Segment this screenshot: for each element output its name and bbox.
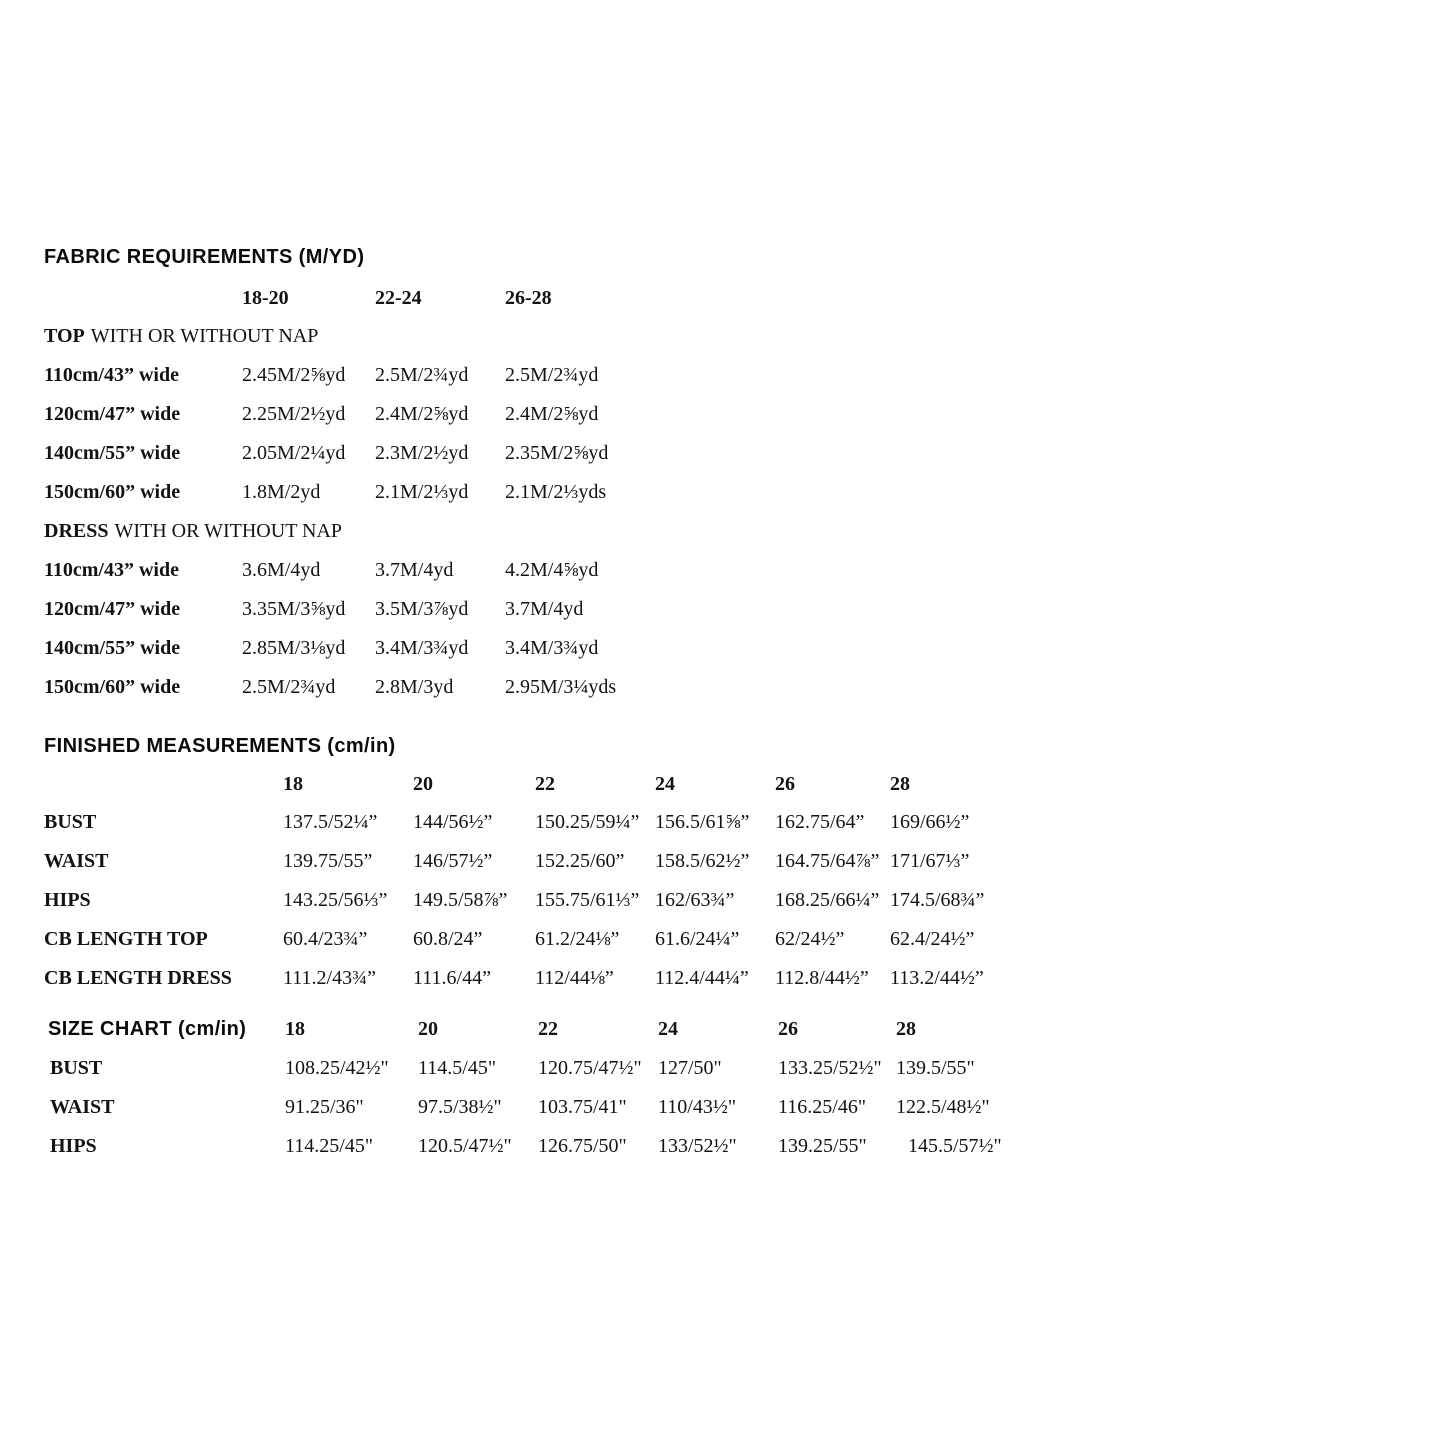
row-label: CB LENGTH TOP [44,928,208,950]
value-cell: 133/52½" [658,1135,737,1157]
table-row [0,559,1445,585]
value-cell: 112.8/44½” [775,967,869,989]
size-col-header: 22 [535,773,555,795]
size-col-header: 20 [418,1018,438,1040]
fabric-section-title-top [0,325,1445,351]
value-cell: 114.5/45" [418,1057,496,1079]
value-cell: 2.85M/3⅛yd [242,637,346,659]
size-col-header: 22 [538,1018,558,1040]
size-col-header: 24 [658,1018,678,1040]
size-col-header: 18 [285,1018,305,1040]
value-cell: 60.8/24” [413,928,483,950]
section-title [44,325,318,348]
section-name: DRESS [44,520,109,542]
value-cell: 112/44⅛” [535,967,614,989]
table-row [0,364,1445,390]
value-cell: 162.75/64” [775,811,865,833]
section-title [44,520,342,543]
size-col-header: 28 [896,1018,916,1040]
value-cell: 2.25M/2½yd [242,403,346,425]
value-cell: 2.1M/2⅓yds [505,481,607,503]
row-label: WAIST [44,850,109,872]
value-cell: 2.5M/2¾yd [375,364,469,386]
table-row [0,928,1445,954]
table-row [0,637,1445,663]
value-cell: 139.25/55" [778,1135,867,1157]
value-cell: 156.5/61⅝” [655,811,750,833]
value-cell: 62/24½” [775,928,845,950]
table-row [0,676,1445,702]
size-col-header: 26 [778,1018,798,1040]
value-cell: 111.6/44” [413,967,491,989]
value-cell: 2.4M/2⅝yd [505,403,599,425]
value-cell: 3.7M/4yd [375,559,454,581]
fabric-size-col-header: 18-20 [242,287,289,309]
value-cell: 150.25/59¼” [535,811,640,833]
value-cell: 143.25/56⅓” [283,889,388,911]
fabric-size-col-header: 22-24 [375,287,422,309]
table-row [0,481,1445,507]
value-cell: 114.25/45" [285,1135,373,1157]
value-cell: 3.6M/4yd [242,559,321,581]
value-cell: 108.25/42½" [285,1057,389,1079]
table-row [0,442,1445,468]
value-cell: 2.3M/2½yd [375,442,469,464]
row-label: 110cm/43” wide [44,364,179,386]
value-cell: 2.5M/2¾yd [242,676,336,698]
fabric-requirements-heading: FABRIC REQUIREMENTS (M/YD) [44,246,365,268]
value-cell: 146/57½” [413,850,493,872]
value-cell: 1.8M/2yd [242,481,321,503]
finished-size-header-row [0,773,1445,799]
value-cell: 127/50" [658,1057,722,1079]
size-col-header: 26 [775,773,795,795]
value-cell: 91.25/36" [285,1096,364,1118]
value-cell: 120.5/47½" [418,1135,512,1157]
value-cell: 133.25/52½" [778,1057,882,1079]
value-cell: 139.75/55” [283,850,373,872]
value-cell: 2.1M/2⅓yd [375,481,469,503]
value-cell: 110/43½" [658,1096,736,1118]
section-name: TOP [44,325,85,347]
row-label: HIPS [44,889,91,911]
value-cell: 158.5/62½” [655,850,750,872]
value-cell: 61.6/24¼” [655,928,740,950]
value-cell: 3.7M/4yd [505,598,584,620]
row-label: 140cm/55” wide [44,442,181,464]
table-row [0,598,1445,624]
value-cell: 62.4/24½” [890,928,975,950]
value-cell: 126.75/50" [538,1135,627,1157]
size-chart-heading: SIZE CHART (cm/in) [48,1018,247,1040]
value-cell: 3.5M/3⅞yd [375,598,469,620]
table-row [0,811,1445,837]
table-row [0,403,1445,429]
value-cell: 2.4M/2⅝yd [375,403,469,425]
row-label: WAIST [50,1096,115,1118]
value-cell: 168.25/66¼” [775,889,880,911]
row-label: HIPS [50,1135,97,1157]
value-cell: 139.5/55" [896,1057,975,1079]
row-label: CB LENGTH DRESS [44,967,232,989]
value-cell: 162/63¾” [655,889,735,911]
value-cell: 113.2/44½” [890,967,984,989]
value-cell: 2.45M/2⅝yd [242,364,346,386]
value-cell: 60.4/23¾” [283,928,368,950]
size-chart-header-row [0,1018,1445,1044]
value-cell: 169/66½” [890,811,970,833]
table-row [0,1096,1445,1122]
row-label: 120cm/47” wide [44,403,181,425]
table-row [0,1057,1445,1083]
value-cell: 4.2M/4⅝yd [505,559,599,581]
row-label: 150cm/60” wide [44,481,181,503]
section-name-suffix: WITH OR WITHOUT NAP [114,520,343,542]
value-cell: 120.75/47½" [538,1057,642,1079]
value-cell: 164.75/64⅞” [775,850,880,872]
size-col-header: 18 [283,773,303,795]
value-cell: 137.5/52¼” [283,811,378,833]
row-label: 150cm/60” wide [44,676,181,698]
fabric-size-col-header: 26-28 [505,287,552,309]
size-col-header: 20 [413,773,433,795]
size-col-header: 28 [890,773,910,795]
row-label: 140cm/55” wide [44,637,181,659]
table-row [0,967,1445,993]
value-cell: 116.25/46" [778,1096,866,1118]
value-cell: 3.4M/3¾yd [375,637,469,659]
row-label: BUST [44,811,97,833]
value-cell: 111.2/43¾” [283,967,376,989]
value-cell: 103.75/41" [538,1096,627,1118]
fabric-size-header-row [0,287,1445,313]
size-col-header: 24 [655,773,675,795]
value-cell: 3.35M/3⅝yd [242,598,346,620]
value-cell: 61.2/24⅛” [535,928,620,950]
value-cell: 2.95M/3¼yds [505,676,617,698]
value-cell: 144/56½” [413,811,493,833]
value-cell: 2.35M/2⅝yd [505,442,609,464]
row-label: BUST [50,1057,103,1079]
row-label: 110cm/43” wide [44,559,179,581]
section-name-suffix: WITH OR WITHOUT NAP [90,325,319,347]
value-cell: 97.5/38½" [418,1096,502,1118]
row-label: 120cm/47” wide [44,598,181,620]
value-cell: 2.5M/2¾yd [505,364,599,386]
finished-measurements-heading: FINISHED MEASUREMENTS (cm/in) [44,735,396,757]
value-cell: 171/67⅓” [890,850,970,872]
value-cell: 152.25/60” [535,850,625,872]
value-cell: 2.05M/2¼yd [242,442,346,464]
table-row [0,1135,1445,1161]
value-cell: 174.5/68¾” [890,889,985,911]
value-cell: 155.75/61⅓” [535,889,640,911]
value-cell: 112.4/44¼” [655,967,749,989]
table-row [0,850,1445,876]
value-cell: 122.5/48½" [896,1096,990,1118]
fabric-section-title-dress [0,520,1445,546]
value-cell: 3.4M/3¾yd [505,637,599,659]
table-row [0,889,1445,915]
value-cell: 149.5/58⅞” [413,889,508,911]
value-cell: 145.5/57½" [908,1135,1002,1157]
value-cell: 2.8M/3yd [375,676,454,698]
